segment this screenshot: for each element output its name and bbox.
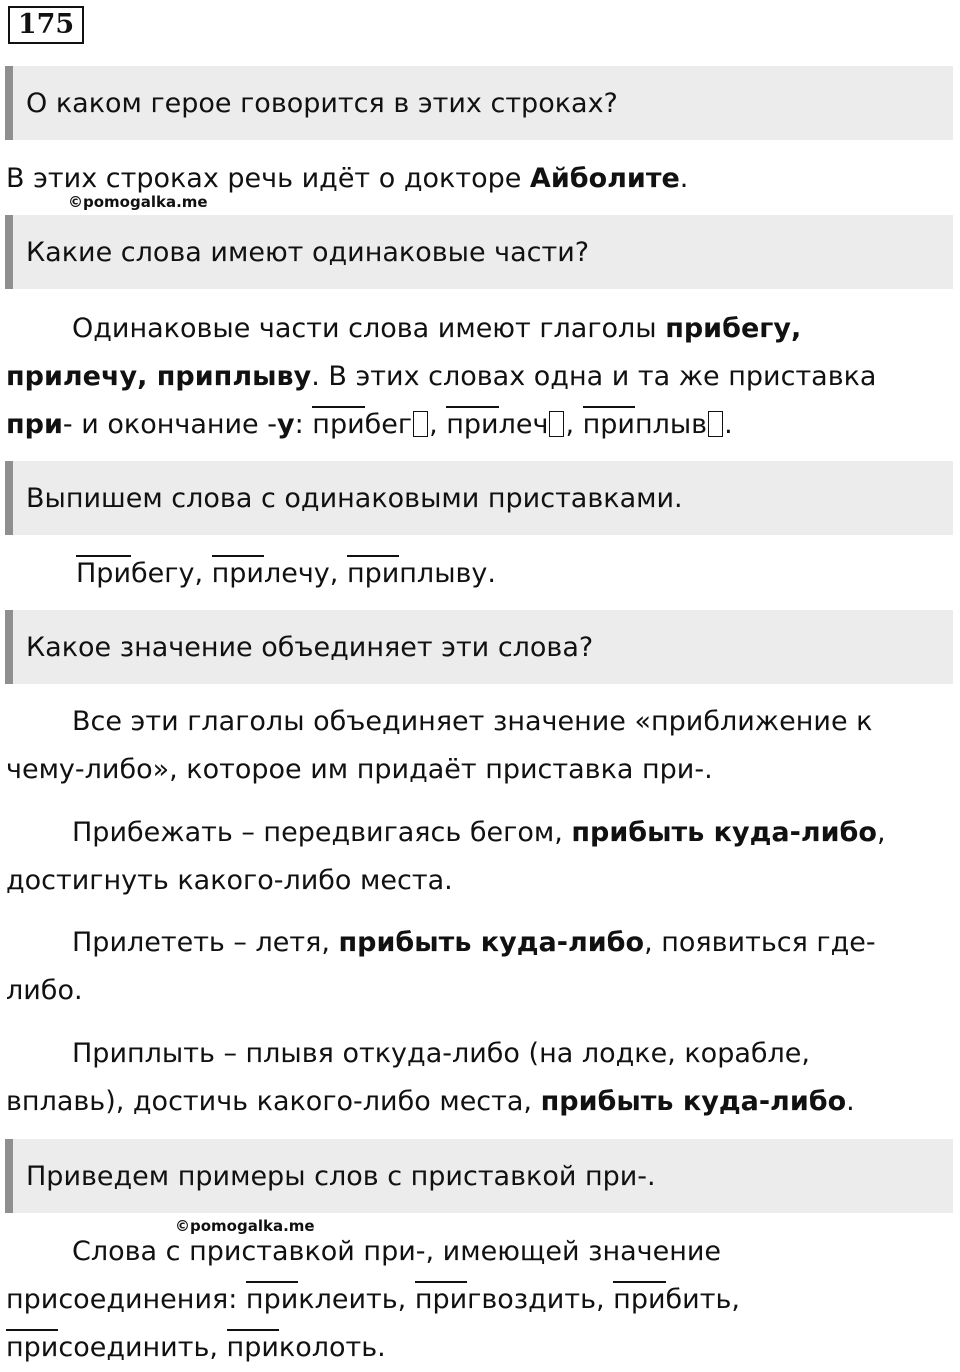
question-5 [5,1139,953,1213]
prefix-mark: при [613,1281,665,1315]
answer-2: Одинаковые части слова имеют глаголы прибегу, прилечу, приплыву. В этих словах одна и та же приставка при- и окончание -у: прибег , прилеч , приплыв . [6,313,877,440]
question-1-text: О каком герое говорится в этих строках? [26,87,618,119]
question-2-text: Какие слова имеют одинаковые части? [26,236,590,268]
prefix-mark: при [583,406,635,440]
question-5-text: Приведем примеры слов с приставкой при-. [26,1160,656,1192]
answer-2-bold-words: прибегу, прилечу, приплыву [6,313,802,392]
watermark: ©pomogalka.me [68,193,208,211]
question-3-text: Выпишем слова с одинаковыми приставками. [26,482,683,514]
answer-4-p1: Все эти глаголы объединяет значение «приближение к чему-либо», которое им придаёт приставка при-. [6,706,873,785]
answer-4-p3: Прилететь – летя, прибыть куда-либо, появиться где-либо. [6,927,876,1006]
prefix-mark: при [446,406,498,440]
question-2 [5,215,953,289]
prefix-mark: при [312,406,364,440]
prefix-mark: при [347,555,399,589]
question-4-text: Какое значение объединяет эти слова? [26,631,594,663]
question-3 [5,461,953,535]
answer-1: В этих строках речь идёт о докторе Айболите. [6,163,689,194]
prefix-mark: при [227,1329,279,1363]
answer-1-bold: Айболите [529,163,680,194]
ending-mark [708,411,723,437]
question-1 [5,66,953,140]
prefix-mark: При [76,555,131,589]
exercise-number: 175 [8,6,84,44]
ending-mark [413,411,428,437]
answer-4-p2: Прибежать – передвигаясь бегом, прибыть куда-либо, достигнуть какого-либо места. [6,817,886,896]
answer-5: Слова с приставкой при-, имеющей значение присоединения: приклеить, пригвоздить, прибить, присоединить, приколоть. [6,1236,740,1363]
watermark: ©pomogalka.me [175,1217,315,1235]
ending-mark [549,411,564,437]
answer-3: Прибегу, прилечу, приплыву. [6,550,960,598]
prefix-mark: при [415,1281,467,1315]
prefix-mark: при [246,1281,298,1315]
prefix-mark: при [212,555,264,589]
prefix-mark: при [6,1329,58,1363]
answer-4-p4: Приплыть – плывя откуда-либо (на лодке, корабле, вплавь), достичь какого-либо места, прибыть куда-либо. [6,1038,855,1117]
question-4 [5,610,953,684]
